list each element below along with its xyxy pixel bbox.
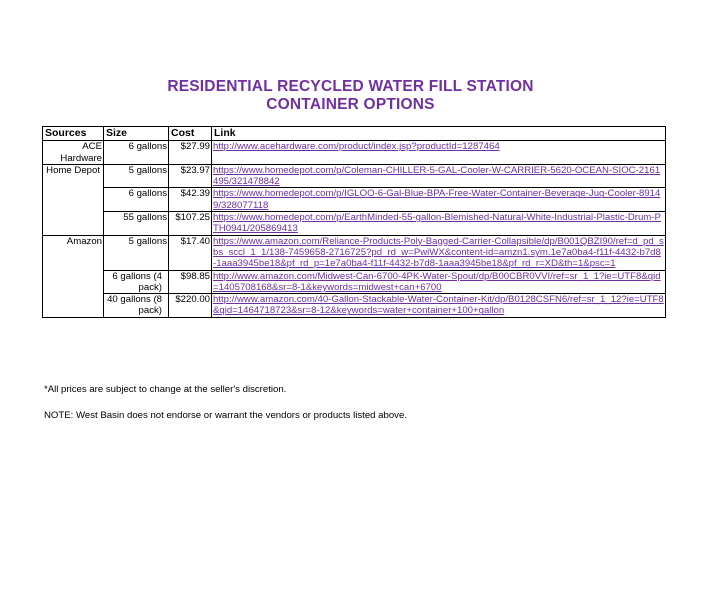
product-link[interactable]: http://www.acehardware.com/product/index.jsp?productId=1287464 [213, 141, 500, 153]
product-link[interactable]: https://www.homedepot.com/p/IGLOO-6-Gal-Blue-BPA-Free-Water-Container-Beverage-Jug-Cooler-89149/328077118 [213, 188, 661, 211]
link-cell [212, 212, 666, 236]
link-cell [212, 270, 666, 294]
endorsement-note: NOTE: West Basin does not endorse or warrant the vendors or products listed above. [44, 410, 407, 421]
cost-cell: $98.85 [169, 270, 212, 294]
link-cell [212, 294, 666, 318]
table-row [43, 212, 666, 236]
table-row [43, 164, 666, 188]
cost-cell: $17.40 [169, 235, 212, 270]
table-row [43, 235, 666, 270]
cost-cell: $220.00 [169, 294, 212, 318]
link-cell [212, 188, 666, 212]
product-link[interactable]: http://www.amazon.com/Midwest-Can-6700-4PK-Water-Spout/dp/B00CBR0VVI/ref=sr_1_1?ie=UTF8&qid=1405708168&sr=8-1&keywords=midwest+can+6700 [213, 270, 661, 293]
size-cell: 6 gallons (4 pack) [104, 270, 169, 294]
product-link[interactable]: https://www.homedepot.com/p/Coleman-CHILLER-5-GAL-Cooler-W-CARRIER-5620-OCEAN-SIOC-2161495/321478842 [213, 164, 661, 188]
product-link[interactable]: http://www.amazon.com/40-Gallon-Stackable-Water-Container-Kit/dp/B0128CSFN6/ref=sr_1_12?ie=UTF8&qid=1464718723&sr=8-12&keywords=water+container+100+gallon [213, 294, 664, 317]
cost-cell: $42.39 [169, 188, 212, 212]
container-options-table [42, 126, 666, 318]
link-cell [212, 141, 666, 165]
product-link[interactable]: https://www.homedepot.com/p/EarthMinded-55-gallon-Blemished-Natural-White-Industrial-Plastic-Drum-PTH0941/205869413 [213, 212, 661, 235]
size-cell: 40 gallons (8 pack) [104, 294, 169, 318]
page-title [0, 78, 701, 113]
title-line-2: CONTAINER OPTIONS [266, 95, 435, 113]
size-cell: 6 gallons [104, 188, 169, 212]
table-row [43, 141, 666, 165]
source-cell-ace: ACE Hardware [43, 141, 104, 165]
product-link[interactable]: https://www.amazon.com/Reliance-Products-Poly-Bagged-Carrier-Collapsible/dp/B001QBZI90/ref=d_pd_sbs_sccl_1_1/138-7459658-2716725?pd_rd_w=PwiWX&content-id=amzn1.sym.1e7a0ba4-f11f-4432-b7d8-1aaa3945be18&pf_rd_p=1e7a0ba4-f11f-4432-b7d8-1aaa3945be18&pf_rd_r=XD&th=1&psc=1 [213, 235, 664, 270]
header-sources: Sources [43, 127, 104, 141]
size-cell: 5 gallons [104, 235, 169, 270]
price-disclaimer: *All prices are subject to change at the seller's discretion. [44, 384, 287, 395]
size-cell: 5 gallons [104, 164, 169, 188]
link-cell [212, 235, 666, 270]
header-link: Link [212, 127, 666, 141]
header-cost: Cost [169, 127, 212, 141]
cost-cell: $27.99 [169, 141, 212, 165]
size-cell: 55 gallons [104, 212, 169, 236]
title-line-1: RESIDENTIAL RECYCLED WATER FILL STATION [167, 78, 534, 95]
source-cell-home-depot: Home Depot [43, 164, 104, 235]
cost-cell: $107.25 [169, 212, 212, 236]
table-row [43, 294, 666, 318]
table-row [43, 270, 666, 294]
header-size: Size [104, 127, 169, 141]
link-cell [212, 164, 666, 188]
table-row [43, 188, 666, 212]
header-row [43, 127, 666, 141]
cost-cell: $23.97 [169, 164, 212, 188]
source-cell-amazon: Amazon [43, 235, 104, 317]
size-cell: 6 gallons [104, 141, 169, 165]
